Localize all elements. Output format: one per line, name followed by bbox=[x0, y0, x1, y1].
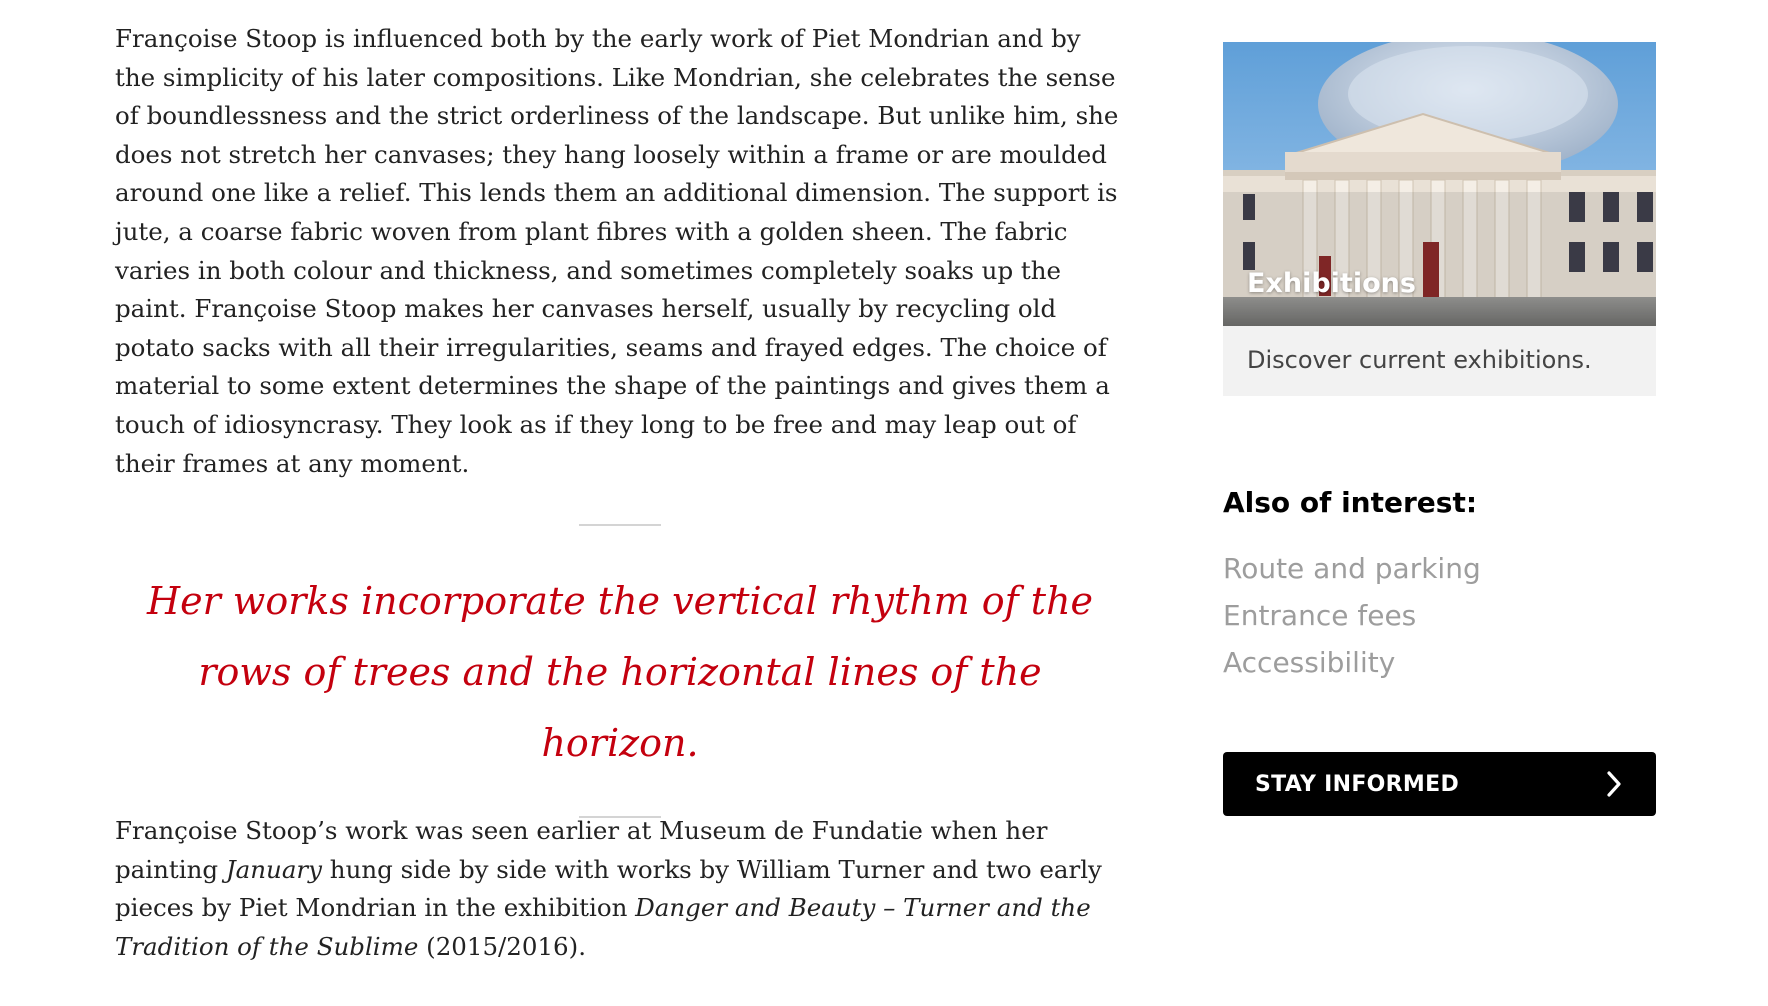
pull-quote: Her works incorporate the vertical rhythm of the rows of trees and the horizontal lines of the horizon. bbox=[146, 579, 1094, 765]
exhibitions-card-title[interactable]: Exhibitions bbox=[1247, 268, 1416, 299]
exhibitions-card[interactable] bbox=[1223, 42, 1656, 396]
stay-informed-label: STAY INFORMED bbox=[1255, 771, 1460, 797]
article-paragraph-2 bbox=[115, 812, 1125, 966]
paragraph-2-text-2: hung side by side with works by William Turner and two early pieces by Piet Mondrian in the exhibition bbox=[115, 854, 1102, 923]
paragraph-2-text-3: (2015/2016). bbox=[418, 931, 586, 961]
also-of-interest-title: Also of interest: bbox=[1223, 486, 1478, 519]
pull-quote-block bbox=[115, 524, 1125, 818]
exhibitions-card-image bbox=[1223, 42, 1656, 326]
stay-informed-button[interactable] bbox=[1223, 752, 1656, 816]
paragraph-2-text-1: Françoise Stoop’s work was seen earlier at Museum de Fundatie when her painting bbox=[115, 816, 1048, 884]
article-body-2 bbox=[115, 812, 1125, 966]
exhibitions-card-description: Discover current exhibitions. bbox=[1247, 346, 1592, 374]
link-route-and-parking[interactable]: Route and parking bbox=[1223, 552, 1481, 585]
painting-title: January bbox=[225, 854, 322, 884]
exhibition-title: Danger and Beauty – Turner and the Tradition of the Sublime bbox=[115, 893, 1091, 961]
quote-divider-top bbox=[579, 524, 661, 526]
link-entrance-fees[interactable]: Entrance fees bbox=[1223, 599, 1417, 632]
also-of-interest bbox=[1223, 486, 1663, 686]
article-paragraph-1: Françoise Stoop is influenced both by the early work of Piet Mondrian and by the simplicity of his later compositions. Like Mondrian, she celebrates the sense of boundlessness and the strict orderliness of the landscape. But unlike him, she does not stretch her canvases; they hang loosely within a frame or are moulded around one like a relief. This lends them an additional dimension. The support is jute, a coarse fabric woven from plant fibres with a golden sheen. The fabric varies in both colour and thickness, and sometimes completely soaks up the paint. Françoise Stoop makes her canvases herself, usually by recycling old potato sacks with all their irregularities, seams and frayed edges. The choice of material to some extent determines the shape of the paintings and gives them a touch of idiosyncrasy. They look as if they long to be free and may leap out of their frames at any moment. bbox=[115, 24, 1119, 478]
link-accessibility[interactable]: Accessibility bbox=[1223, 646, 1396, 679]
article-body bbox=[115, 20, 1125, 483]
chevron-right-icon bbox=[1604, 770, 1624, 798]
